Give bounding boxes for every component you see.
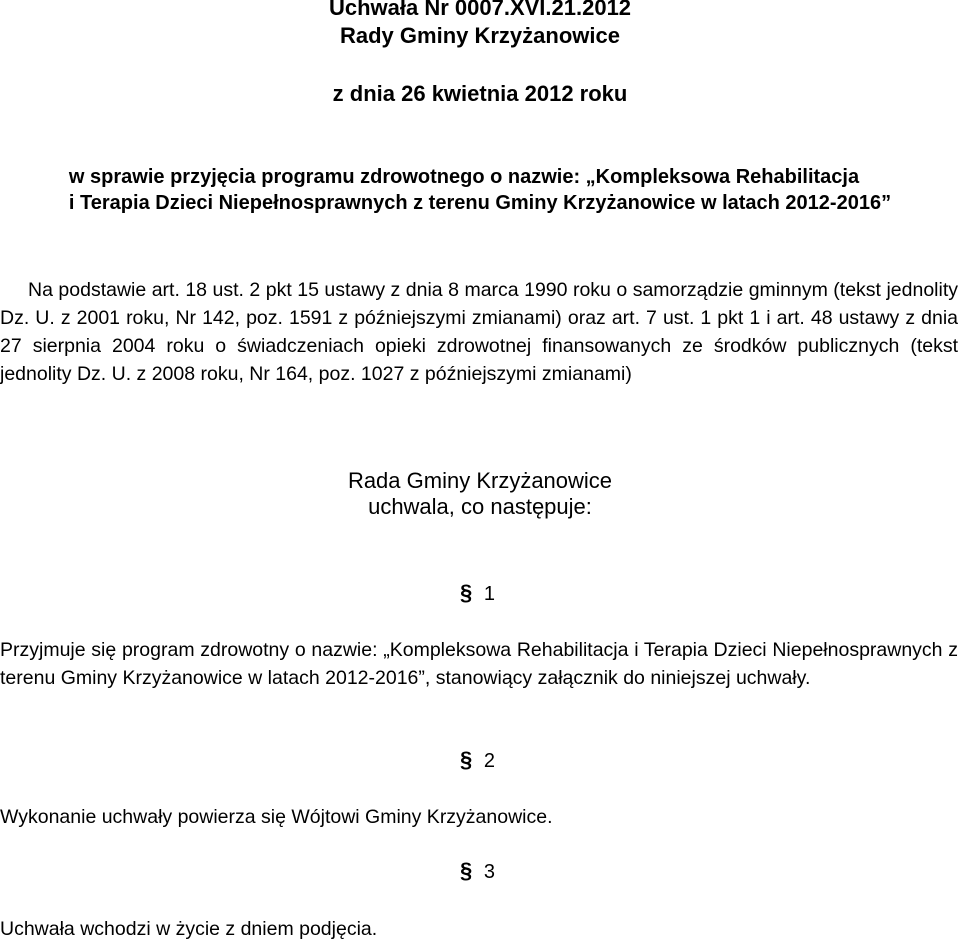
resolution-subject [0, 164, 960, 216]
section-number: 3 [483, 861, 495, 883]
subject-line-2: i Terapia Dzieci Niepełnosprawnych z terenu Gminy Krzyżanowice w latach 2012-2016” [68, 192, 892, 214]
section-symbol: § [460, 747, 473, 772]
section-symbol: § [460, 580, 473, 605]
council-line-1: Rada Gminy Krzyżanowice [347, 468, 613, 493]
section-3-heading [460, 858, 520, 884]
council-name: Rady Gminy Krzyżanowice [340, 23, 620, 48]
section-symbol: § [460, 858, 473, 883]
section-2-text: Wykonanie uchwały powierza się Wójtowi Gminy Krzyżanowice. [0, 806, 553, 828]
subject-line-1: w sprawie przyjęcia programu zdrowotnego o nazwie: „Kompleksowa Rehabilitacja [68, 166, 860, 188]
council-resolves [0, 468, 960, 520]
council-line-2: uchwala, co następuje: [368, 494, 592, 519]
section-1-heading [460, 580, 520, 606]
resolution-date: z dnia 26 kwietnia 2012 roku [332, 81, 628, 106]
section-2-heading [460, 747, 520, 773]
section-number: 1 [483, 583, 495, 605]
section-1-text: Przyjmuje się program zdrowotny o nazwie: „Kompleksowa Rehabilitacja i Terapia Dzieci Niepełnosprawnych z terenu Gminy Krzyżanowice w latach 2012-2016”, stanowiący załącznik do niniejszej uchwały. [0, 639, 958, 689]
resolution-title [0, 0, 960, 50]
section-number: 2 [483, 750, 495, 772]
preamble: Na podstawie art. 18 ust. 2 pkt 15 ustawy z dnia 8 marca 1990 roku o samorządzie gminnym (tekst jednolity Dz. U. z 2001 roku, Nr 142, poz. 1591 z późniejszymi zmianami) oraz art. 7 ust. 1 pkt 1 i art. 48 ustawy z dnia 27 sierpnia 2004 roku o świadczeniach opieki zdrowotnej finansowanych ze środków publicznych (tekst jednolity Dz. U. z 2008 roku, Nr 164, poz. 1027 z późniejszymi zmianami) [0, 279, 958, 385]
section-3-text: Uchwała wchodzi w życie z dniem podjęcia. [0, 918, 378, 940]
resolution-number: Uchwała Nr 0007.XVI.21.2012 [328, 0, 632, 20]
